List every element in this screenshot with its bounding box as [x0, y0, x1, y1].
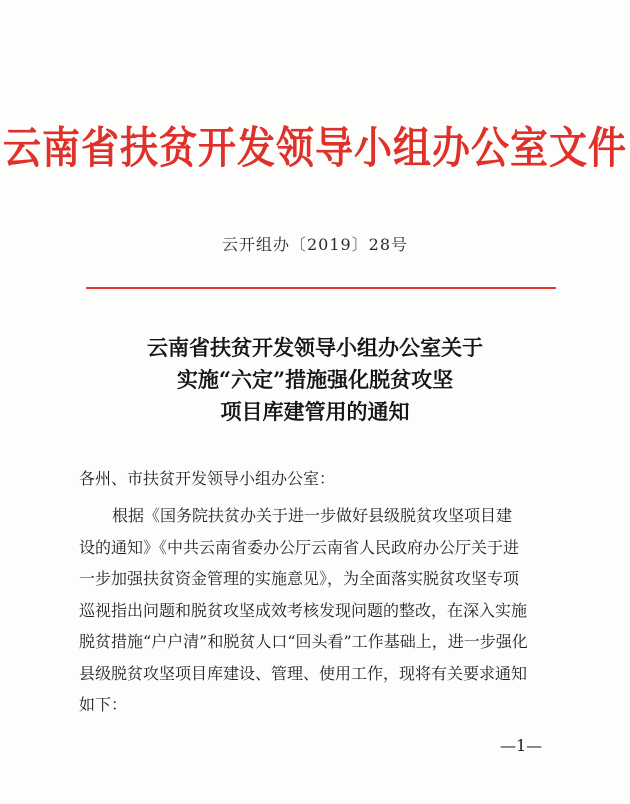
body-paragraph	[79, 500, 554, 721]
notice-subject	[0, 332, 630, 428]
body-line: 设的通知》《中共云南省委办公厅云南省人民政府办公厅关于进	[79, 537, 520, 557]
subject-line: 实施“六定”措施强化脱贫攻坚	[176, 367, 454, 392]
body-line: 一步加强扶贫资金管理的实施意见》，为全面落实脱贫攻坚专项	[79, 569, 520, 588]
body-line: 如下：	[79, 695, 128, 714]
body-line: 脱贫措施“户户清”和脱贫人口“回头看”工作基础上，进一步强化	[79, 632, 528, 651]
body-line: 县级脱贫攻坚项目库建设、管理、使用工作，现将有关要求通知	[79, 663, 528, 683]
addressee-line: 各州、市扶贫开发领导小组办公室：	[79, 469, 336, 488]
subject-line: 云南省扶贫开发领导小组办公室关于	[147, 335, 483, 360]
body-line: 根据《国务院扶贫办关于进一步做好县级脱贫攻坚项目建	[112, 506, 513, 525]
subject-line: 项目库建管用的通知	[220, 399, 410, 424]
body-line: 巡视指出问题和脱贫攻坚成效考核发现问题的整改，在深入实施	[79, 600, 528, 620]
document-header-title: 云南省扶贫开发领导小组办公室文件	[2, 121, 627, 174]
page-number: —1—	[500, 736, 543, 755]
document-number: 云开组办〔2019〕28号	[221, 235, 409, 254]
header-divider-rule	[86, 287, 556, 289]
